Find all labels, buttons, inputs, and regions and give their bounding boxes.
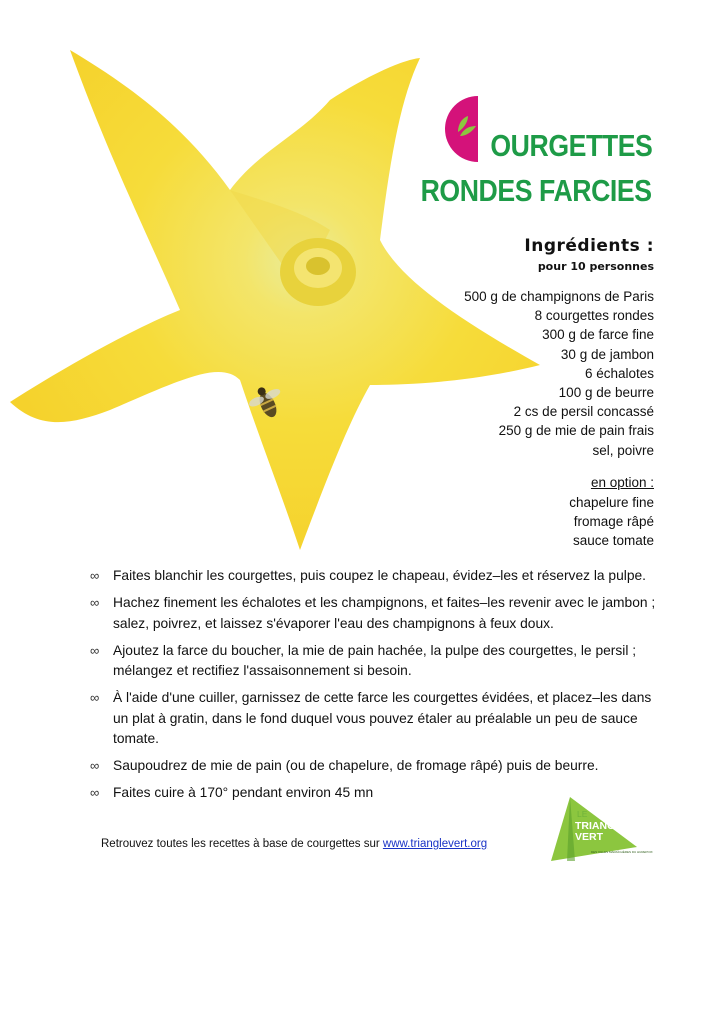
footer-text: Retrouvez toutes les recettes à base de courgettes sur [101, 838, 383, 850]
logo-line-2: TRIANGLE [575, 820, 629, 832]
servings-text: pour 10 personnes [537, 260, 654, 273]
ingredient-item: 100 g de beurre [558, 385, 654, 401]
footer-note [101, 838, 487, 850]
options-list [569, 493, 654, 551]
ingredient-item: 6 échalotes [584, 365, 654, 381]
step-item [90, 641, 658, 682]
option-heading: en option : [590, 475, 654, 490]
infinity-bullet-icon: ∞ [90, 758, 100, 773]
infinity-bullet-icon: ∞ [90, 785, 100, 800]
infinity-bullet-icon: ∞ [90, 595, 100, 610]
title-initial-c-shape [440, 96, 484, 162]
infinity-bullet-icon: ∞ [90, 690, 100, 705]
step-text: À l'aide d'une cuiller, garnissez de cette farce les courgettes évidées, et placez–les dans un plat à gratin, dans le fond duquel vous pouvez étaler au préalable un peu de sauce tomate. [113, 690, 652, 746]
step-item [90, 566, 658, 587]
step-text: Faites cuire à 170° pendant environ 45 mn [113, 785, 374, 800]
ingredient-item: 8 courgettes rondes [534, 308, 654, 324]
ingredients-heading: Ingrédients : [524, 236, 654, 256]
recipe-steps [90, 566, 658, 810]
logo-line-3: VERT [575, 831, 604, 843]
ingredient-item: 250 g de mie de pain frais [498, 423, 654, 439]
step-item [90, 593, 658, 634]
step-text: Ajoutez la farce du boucher, la mie de pain hachée, la pulpe des courgettes, le persil ; mélangez et rectifiez l'assaisonnement si besoin. [113, 642, 637, 678]
step-text: Faites blanchir les courgettes, puis coupez le chapeau, évidez–les et réservez la pulpe. [113, 568, 647, 583]
ingredient-item: 300 g de farce fine [542, 327, 654, 343]
infinity-bullet-icon: ∞ [90, 568, 100, 583]
option-item: sauce tomate [572, 533, 654, 549]
logo-tagline: DES VILLES MARAÎCHÈRES DU HUREPOIX [591, 850, 653, 854]
triangle-vert-logo [545, 795, 653, 865]
ingredient-item: sel, poivre [592, 442, 654, 458]
ingredient-item: 30 g de jambon [560, 346, 654, 362]
logo-line-1: LE [577, 809, 588, 819]
step-item [90, 756, 658, 777]
infinity-bullet-icon: ∞ [90, 642, 100, 658]
step-text: Hachez finement les échalotes et les champignons, et faites–les revenir avec le jambon ; salez, poivrez, et laissez s'évaporer l'eau des champignons à feux doux. [113, 595, 656, 631]
page-title-line-2: RONDES FARCIES [420, 173, 652, 208]
ingredient-item: 2 cs de persil concassé [513, 404, 654, 420]
option-item: chapelure fine [569, 495, 654, 510]
step-item [90, 688, 658, 750]
option-item: fromage râpé [573, 514, 654, 530]
website-link[interactable]: www.trianglevert.org [382, 838, 488, 850]
ingredients-list [464, 287, 654, 460]
page-title-line-1: OURGETTES [489, 128, 652, 163]
step-text: Saupoudrez de mie de pain (ou de chapelure, de fromage râpé) puis de beurre. [113, 758, 599, 773]
ingredient-item: 500 g de champignons de Paris [464, 289, 654, 304]
